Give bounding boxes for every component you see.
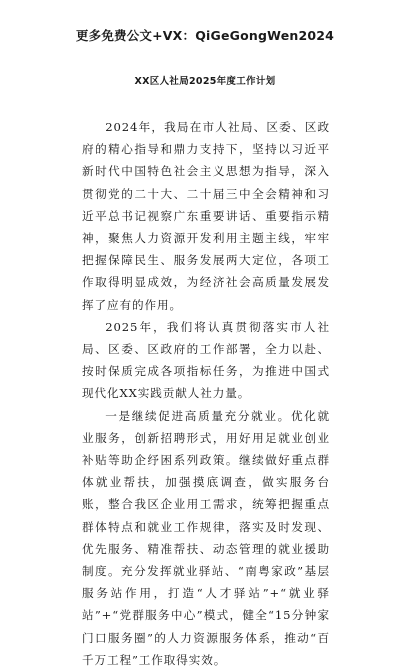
- document-body: [82, 116, 330, 671]
- promo-banner: 更多免费公文+VX：QiGeGongWen2024: [75, 28, 335, 43]
- paragraph-employment: 一是继续促进高质量充分就业。优化就业服务，创新招聘形式，用好用足就业创业补贴等助企纾困系列政策。继续做好重点群体就业帮扶，加强摸底调查，做实服务台账，整合我区企业用工需求，统筹把握重点群体特点和就业工作规律，落实及时发现、优先服务、精准帮扶、动态管理的就业援助制度。充分发挥就业驿站、“南粤家政”基层服务站作用，打造“人才驿站”+“就业驿站”+“党群服务中心”模式，健全“15分钟家门口服务圈”的人力资源服务体系，推动“百千万工程”工作取得实效。: [82, 408, 330, 667]
- paragraph-2025-plan: 2025年，我们将认真贯彻落实市人社局、区委、区政府的工作部署，全力以赴、按时保质完成各项指标任务，为推进中国式现代化XX实践贡献人社力量。: [82, 319, 330, 401]
- paragraph-2024-summary: 2024年，我局在市人社局、区委、区政府的精心指导和鼎力支持下，坚持以习近平新时代中国特色社会主义思想为指导，深入贯彻党的二十大、二十届三中全会精神和习近平总书记视察广东重要讲话、重要指示精神，聚焦人力资源开发利用主题主线，牢牢把握保障民生、服务发展两大定位，各项工作取得明显成效，为经济社会高质量发展发挥了应有的作用。: [82, 120, 330, 312]
- document-title: XX区人社局2025年度工作计划: [134, 76, 276, 87]
